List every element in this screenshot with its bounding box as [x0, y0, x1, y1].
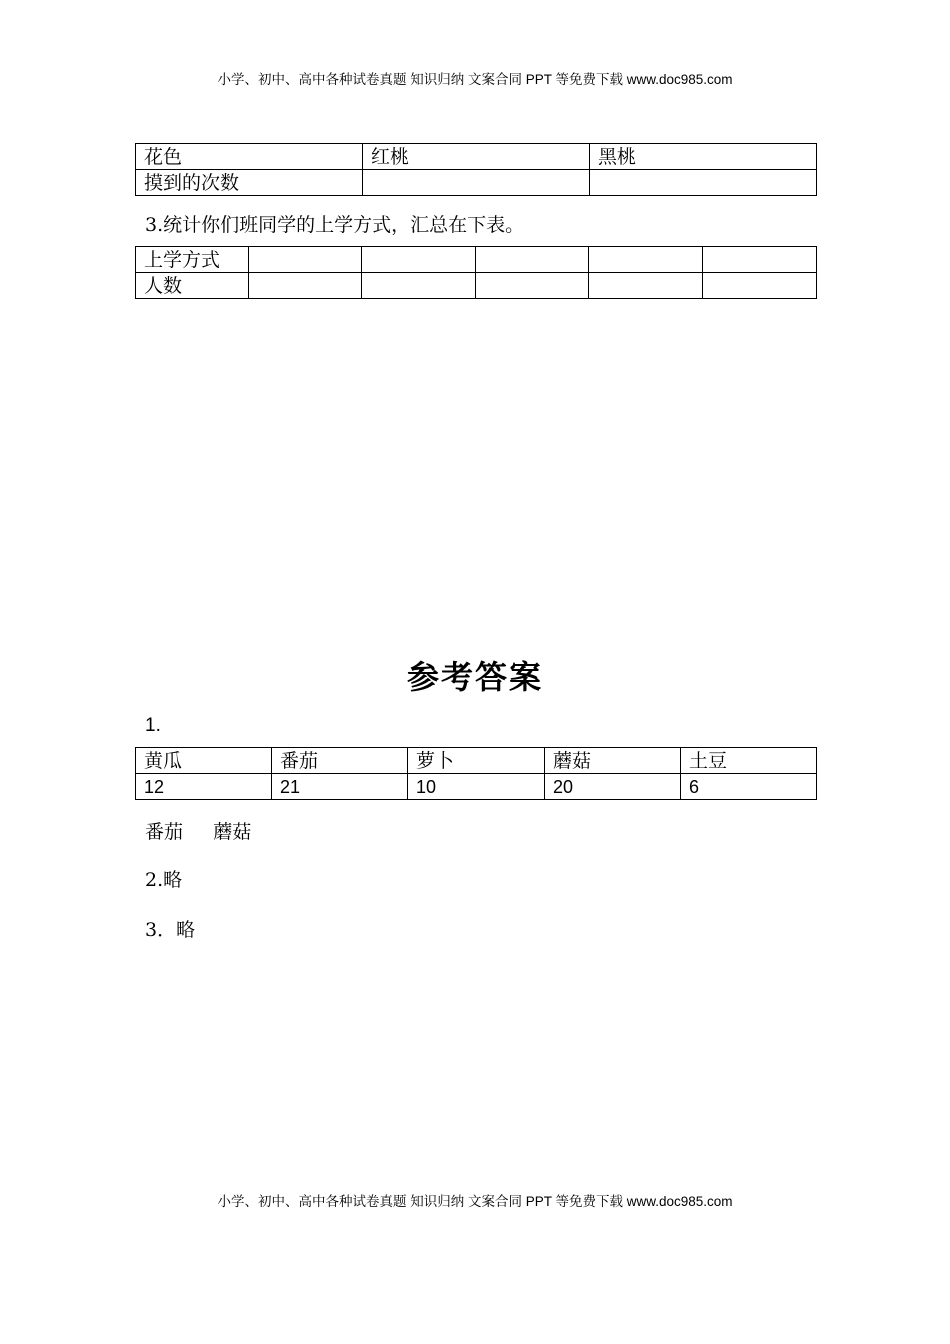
- table-header-cell: 萝卜: [408, 748, 545, 774]
- table-cell: [362, 273, 476, 299]
- table-cell: [249, 247, 362, 273]
- table-row: [136, 774, 817, 800]
- table-value-cell: 20: [545, 774, 681, 800]
- answers-title: 参考答案: [406, 658, 543, 696]
- table-row: [136, 748, 817, 774]
- suit-count-table: [135, 143, 817, 196]
- table-row: [136, 247, 817, 273]
- table-cell: [589, 273, 703, 299]
- table-cell: [476, 247, 589, 273]
- table-cell: 摸到的次数: [136, 170, 363, 196]
- commute-method-table: [135, 246, 817, 299]
- table-header-cell: 黄瓜: [136, 748, 272, 774]
- table-cell: [476, 273, 589, 299]
- answer-1-extra: 番茄 蘑菇: [145, 821, 252, 843]
- table-cell: [589, 247, 703, 273]
- table-row: [136, 273, 817, 299]
- table-value-cell: 6: [681, 774, 817, 800]
- question-3-text: 3.统计你们班同学的上学方式，汇总在下表。: [145, 214, 525, 236]
- table-cell: [590, 170, 817, 196]
- answer-1-label: 1.: [145, 715, 161, 736]
- table-row: [136, 144, 817, 170]
- table-cell: 黑桃: [590, 144, 817, 170]
- table-value-cell: 10: [408, 774, 545, 800]
- table-row: [136, 170, 817, 196]
- answer-2: 2.略: [145, 869, 183, 891]
- table-cell: 人数: [136, 273, 249, 299]
- table-header-cell: 土豆: [681, 748, 817, 774]
- table-cell: [249, 273, 362, 299]
- table-header-cell: 番茄: [272, 748, 408, 774]
- table-value-cell: 21: [272, 774, 408, 800]
- table-cell: [703, 273, 817, 299]
- table-cell: [363, 170, 590, 196]
- table-cell: 花色: [136, 144, 363, 170]
- answer-3: 3．略: [145, 919, 196, 941]
- table-cell: 红桃: [363, 144, 590, 170]
- table-value-cell: 12: [136, 774, 272, 800]
- page-header: 小学、初中、高中各种试卷真题 知识归纳 文案合同 PPT 等免费下载 www.doc985.com: [217, 72, 733, 87]
- table-cell: [703, 247, 817, 273]
- table-cell: 上学方式: [136, 247, 249, 273]
- page-footer: 小学、初中、高中各种试卷真题 知识归纳 文案合同 PPT 等免费下载 www.doc985.com: [217, 1194, 733, 1209]
- table-header-cell: 蘑菇: [545, 748, 681, 774]
- vegetable-answer-table: [135, 747, 817, 800]
- table-cell: [362, 247, 476, 273]
